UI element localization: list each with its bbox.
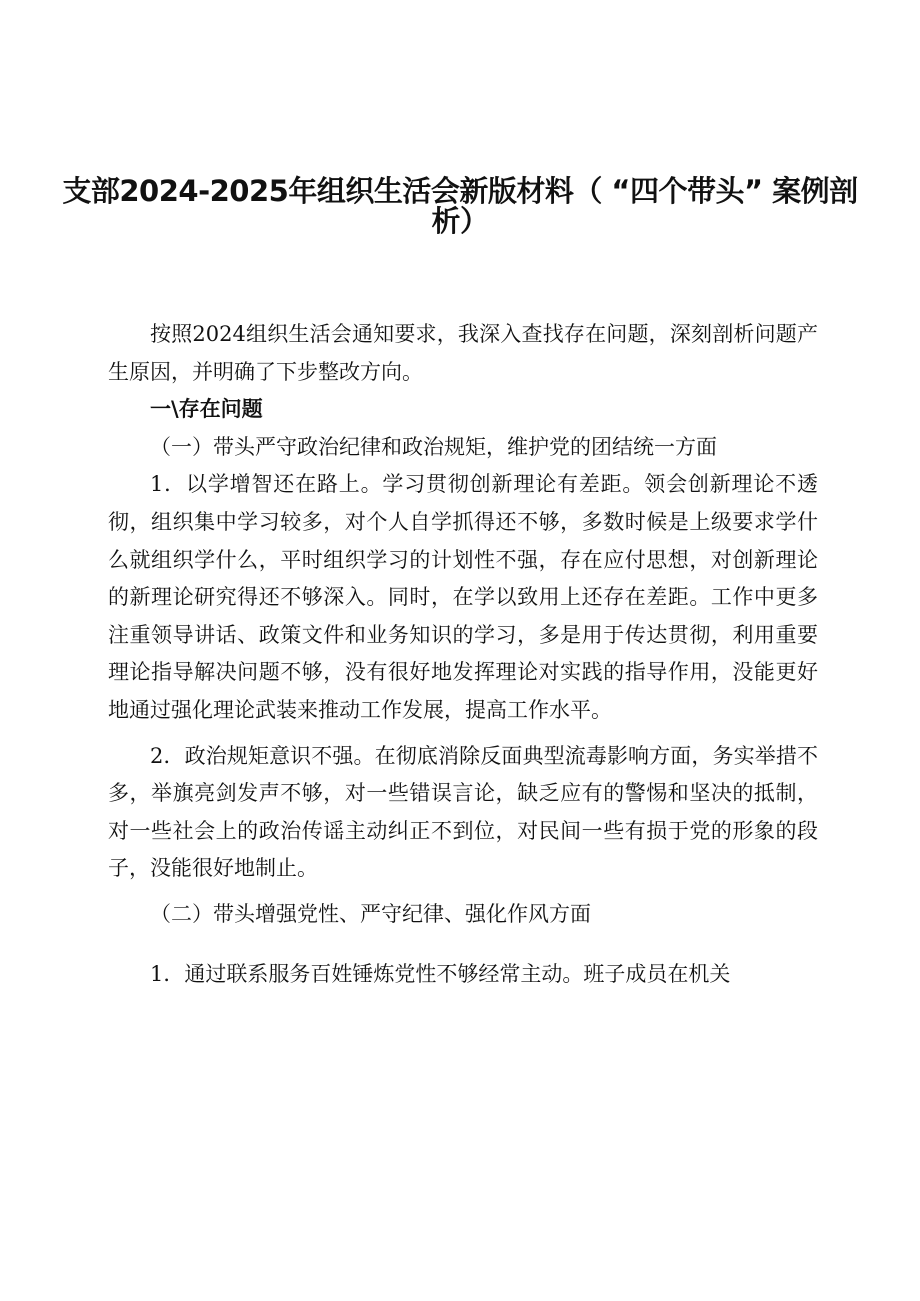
document-title-line-1: 支部2024-2025年组织生活会新版材料（ “四个带头” 案例剖	[62, 174, 858, 208]
paragraph-item-1-2: 2．政治规矩意识不强。在彻底消除反面典型流毒影响方面，务实举措不多，举旗亮剑发声不够，对一些错误言论，缺乏应有的警惕和坚决的抵制，对一些社会上的政治传谣主动纠正不到位，对民间一些有损于党的形象的段子，没能很好地制止。	[108, 743, 818, 881]
paragraph-item-2-1: 1．通过联系服务百姓锤炼党性不够经常主动。班子成员在机关	[150, 961, 731, 986]
document-body	[108, 316, 818, 993]
section-heading-existing-problems: 一\存在问题	[150, 397, 263, 422]
paragraph-item-1-1: 1．以学增智还在路上。学习贯彻创新理论有差距。领会创新理论不透彻，组织集中学习较多，对个人自学抓得还不够，多数时候是上级要求学什么就组织学什么，平时组织学习的计划性不强，存在应付思想，对创新理论的新理论研究得还不够深入。同时，在学以致用上还存在差距。工作中更多注重领导讲话、政策文件和业务知识的学习，多是用于传达贯彻，利用重要理论指导解决问题不够，没有很好地发挥理论对实践的指导作用，没能更好地通过强化理论武装来推动工作发展，提高工作水平。	[108, 472, 818, 722]
intro-paragraph: 按照2024组织生活会通知要求，我深入查找存在问题，深刻剖析问题产生原因，并明确了下步整改方向。	[108, 322, 818, 384]
document-title-line-2: 析）	[431, 204, 489, 238]
subsection-heading-2: （二）带头增强党性、严守纪律、强化作风方面	[150, 901, 591, 926]
subsection-heading-1: （一）带头严守政治纪律和政治规矩，维护党的团结统一方面	[150, 434, 717, 459]
